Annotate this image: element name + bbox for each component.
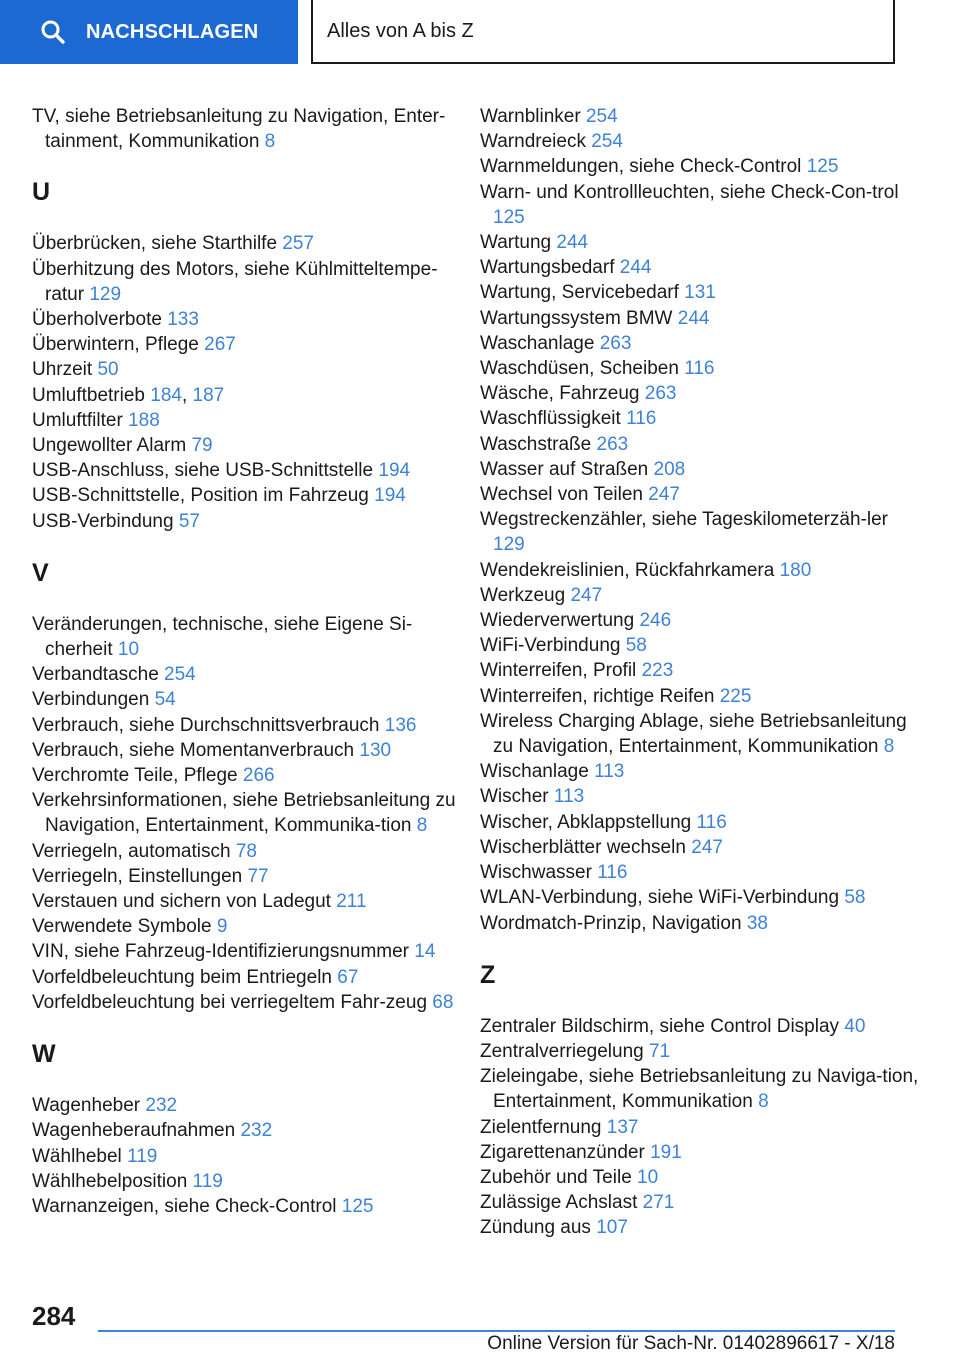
page-link[interactable]: 211 xyxy=(336,891,367,913)
index-entry xyxy=(480,810,920,835)
index-entry-text: USB-Verbindung xyxy=(32,510,174,532)
index-entry-text: Umluftfilter xyxy=(32,409,123,431)
index-entry xyxy=(480,406,920,431)
page-link[interactable]: 10 xyxy=(637,1166,659,1188)
index-entry-text: Wagenheber xyxy=(32,1095,141,1117)
page-link[interactable]: 194 xyxy=(378,460,411,482)
index-entry-text: Zielentfernung xyxy=(480,1116,602,1138)
page-link[interactable]: 71 xyxy=(648,1040,671,1062)
index-entry-text: Überholverbote xyxy=(32,309,162,331)
index-entry-text: Wählhebelposition xyxy=(32,1170,188,1192)
page-link[interactable]: 129 xyxy=(493,534,525,556)
index-entry-text: Überhitzung des Motors, siehe Kühlmitteltempe-ratur xyxy=(32,258,438,305)
index-entry-text: Vorfeldbeleuchtung bei verriegeltem Fahr-zeug xyxy=(32,991,428,1013)
page-link[interactable]: 77 xyxy=(247,865,269,887)
index-entry-text: Waschdüsen, Scheiben xyxy=(480,358,679,380)
page-link[interactable]: 107 xyxy=(596,1217,628,1239)
index-entry xyxy=(32,483,462,508)
index-letter-heading: U xyxy=(32,178,51,207)
index-entry-text: Verkehrsinformationen, siehe Betriebsanleitung zu Navigation, Entertainment, Kommunika-tion xyxy=(32,790,456,837)
page-link[interactable]: 50 xyxy=(97,359,119,381)
index-entry-text: Verriegeln, automatisch xyxy=(32,840,231,862)
index-entry xyxy=(480,558,920,583)
page-link[interactable]: 247 xyxy=(570,584,603,606)
index-entry xyxy=(480,507,920,557)
index-entry xyxy=(32,257,462,307)
page-header xyxy=(0,0,960,66)
page-link[interactable]: 113 xyxy=(594,761,625,783)
index-column-right xyxy=(480,104,920,1241)
page-link[interactable]: 67 xyxy=(337,966,359,988)
section-label: NACHSCHLAGEN xyxy=(86,20,259,43)
index-letter-heading: V xyxy=(32,558,49,587)
page-link[interactable]: 68 xyxy=(432,991,454,1013)
index-entry xyxy=(32,1144,462,1169)
index-entry-text: TV, siehe Betriebsanleitung zu Navigation, Enter-tainment, Kommunikation xyxy=(32,106,446,153)
index-entry-text: Wasser auf Straßen xyxy=(480,458,649,480)
index-entry xyxy=(480,784,920,809)
page-link[interactable]: 254 xyxy=(164,664,196,686)
page-link[interactable]: 58 xyxy=(844,887,866,909)
page-link[interactable]: 133 xyxy=(167,309,199,331)
index-entry xyxy=(480,180,920,230)
index-entry xyxy=(480,306,920,331)
chapter-title-tab xyxy=(311,0,895,64)
index-entry xyxy=(480,1014,920,1039)
index-entry-text: Zigarettenanzünder xyxy=(480,1141,645,1163)
page-number: 284 xyxy=(32,1301,76,1331)
index-entry xyxy=(480,608,920,633)
index-entry xyxy=(480,1039,920,1064)
index-entry xyxy=(32,763,462,788)
index-entry-text: Überbrücken, siehe Starthilfe xyxy=(32,233,278,255)
index-entry xyxy=(32,458,462,483)
index-entry-text: Uhrzeit xyxy=(32,359,93,381)
index-entry-text: Umluftbetrieb xyxy=(32,384,145,406)
index-entry xyxy=(32,509,462,534)
index-entry-text: Warnmeldungen, siehe Check-Control xyxy=(480,156,802,178)
page-link[interactable]: 8 xyxy=(883,736,895,758)
index-entry-text: Verbindungen xyxy=(32,689,150,711)
index-entry-text: Verriegeln, Einstellungen xyxy=(32,865,243,887)
index-entry xyxy=(480,684,920,709)
index-entry xyxy=(32,662,462,687)
index-entry xyxy=(480,1165,920,1190)
page-link[interactable]: 79 xyxy=(191,435,213,457)
search-icon xyxy=(40,19,66,45)
index-entry-text: Zentralverriegelung xyxy=(480,1040,644,1062)
index-entry-text: Zentraler Bildschirm, siehe Control Display xyxy=(480,1015,840,1037)
index-entry xyxy=(32,687,462,712)
page-link[interactable]: 247 xyxy=(691,836,723,858)
index-entry-text: Wordmatch-Prinzip, Navigation xyxy=(480,912,742,934)
index-entry xyxy=(32,433,462,458)
index-entry xyxy=(480,280,920,305)
index-entry-text: Veränderungen, technische, siehe Eigene Si-cherheit xyxy=(32,613,413,661)
page-link[interactable]: 116 xyxy=(684,358,715,380)
page-link[interactable]: 194 xyxy=(374,485,406,507)
index-entry xyxy=(480,154,920,179)
index-entry xyxy=(32,788,462,838)
index-entry-text: Verbandtasche xyxy=(32,664,159,686)
page-link[interactable]: 14 xyxy=(414,941,436,963)
index-entry xyxy=(32,965,462,990)
page-link[interactable]: 254 xyxy=(585,106,618,127)
page-link[interactable]: 125 xyxy=(493,206,525,228)
index-entry xyxy=(32,864,462,889)
page-link[interactable]: 119 xyxy=(192,1170,223,1192)
page-link[interactable]: 267 xyxy=(204,334,236,356)
index-entry-text: Wartungssystem BMW xyxy=(480,307,673,329)
index-entry-text: Warn- und Kontrollleuchten, siehe Check-Con-trol xyxy=(480,181,899,203)
index-entry xyxy=(480,885,920,910)
index-entry xyxy=(480,356,920,381)
index-entry-text: Wischwasser xyxy=(480,862,592,884)
index-entry xyxy=(32,889,462,914)
index-entry-text: Wegstreckenzähler, siehe Tageskilometerzäh-ler xyxy=(480,509,888,531)
page-link[interactable]: 232 xyxy=(145,1095,178,1117)
page-link[interactable]: 54 xyxy=(154,689,176,711)
page-link[interactable]: 8 xyxy=(416,815,428,837)
index-entry xyxy=(32,839,462,864)
index-entry xyxy=(32,1093,462,1118)
index-letter-heading: Z xyxy=(480,960,496,989)
index-entry xyxy=(480,759,920,784)
index-entry xyxy=(480,1215,920,1240)
page-link[interactable]: 129 xyxy=(89,283,122,305)
page-link[interactable]: 244 xyxy=(556,232,589,254)
page-link[interactable]: 119 xyxy=(127,1145,158,1167)
section-tab[interactable] xyxy=(0,0,298,64)
index-entry-text: Wiederverwertung xyxy=(480,610,635,632)
index-entry-text: Wagenheberaufnahmen xyxy=(32,1120,236,1142)
index-entry-text: Wischer, Abklappstellung xyxy=(480,811,692,833)
page-link[interactable]: 136 xyxy=(384,714,417,736)
index-entry xyxy=(32,1194,462,1219)
index-entry-text: Wireless Charging Ablage, siehe Betriebsanleitung zu Navigation, Entertainment, Kommunikation xyxy=(480,710,907,758)
page-link[interactable]: 184 xyxy=(150,384,182,406)
page-link[interactable]: 137 xyxy=(606,1116,639,1138)
index-entry xyxy=(32,231,462,256)
index-entry-text: Wischerblätter wechseln xyxy=(480,836,686,858)
index-entry-text: Waschanlage xyxy=(480,332,595,354)
page-link[interactable]: 116 xyxy=(597,862,628,884)
page-link[interactable]: 113 xyxy=(553,786,585,808)
index-entry-text: Wartung, Servicebedarf xyxy=(480,282,679,304)
page-link[interactable]: 257 xyxy=(282,233,314,255)
page-link[interactable]: 263 xyxy=(596,433,629,455)
index-entry xyxy=(480,860,920,885)
index-entry xyxy=(32,357,462,382)
page-link[interactable]: 8 xyxy=(758,1091,769,1113)
index-entry-text: Warnanzeigen, siehe Check-Control xyxy=(32,1195,337,1217)
index-entry-text: Überwintern, Pflege xyxy=(32,334,199,356)
index-entry-text: Verbrauch, siehe Durchschnittsverbrauch xyxy=(32,714,380,736)
index-entry-text: Verchromte Teile, Pflege xyxy=(32,765,238,787)
index-entry xyxy=(480,583,920,608)
index-entry-text: Ungewollter Alarm xyxy=(32,435,187,457)
index-entry xyxy=(480,129,920,154)
page-link[interactable]: 263 xyxy=(599,332,632,354)
index-entry-text: Zubehör und Teile xyxy=(480,1166,632,1188)
index-entry xyxy=(480,1140,920,1165)
index-letter-heading: W xyxy=(32,1040,56,1069)
index-entry xyxy=(480,230,920,255)
index-entry xyxy=(480,381,920,406)
page-link[interactable]: 254 xyxy=(591,131,623,153)
index-entry xyxy=(32,713,462,738)
index-entry-text: Wartung xyxy=(480,232,552,254)
page-link[interactable]: 225 xyxy=(719,685,752,707)
page-link[interactable]: 58 xyxy=(625,635,647,657)
page-link[interactable]: 223 xyxy=(641,660,674,682)
page-link[interactable]: 125 xyxy=(806,156,839,178)
index-entry-text: Zündung aus xyxy=(480,1217,591,1239)
index-entry-text: Verbrauch, siehe Momentanverbrauch xyxy=(32,739,355,761)
index-entry-text: Winterreifen, Profil xyxy=(480,660,637,682)
page-link[interactable]: 208 xyxy=(653,458,686,480)
index-entry-text: Zulässige Achslast xyxy=(480,1192,638,1214)
index-entry xyxy=(32,104,462,154)
page-link[interactable]: 247 xyxy=(648,484,680,506)
index-entry xyxy=(32,738,462,763)
page-link[interactable]: 246 xyxy=(639,610,672,632)
page-link[interactable]: 131 xyxy=(684,282,716,304)
page-link[interactable]: 187 xyxy=(192,384,225,406)
page-link[interactable]: 116 xyxy=(626,408,657,430)
index-entry-text: WLAN-Verbindung, siehe WiFi-Verbindung xyxy=(480,887,840,909)
index-entry xyxy=(32,914,462,939)
page-link[interactable]: 266 xyxy=(242,765,275,787)
page-link[interactable]: 10 xyxy=(117,639,140,661)
index-entry-text: Warndreieck xyxy=(480,131,586,153)
index-entry xyxy=(480,633,920,658)
index-entry xyxy=(480,1190,920,1215)
index-entry-text: Verwendete Symbole xyxy=(32,916,212,938)
page-link[interactable]: 125 xyxy=(341,1195,374,1217)
index-entry xyxy=(32,383,462,408)
index-entry xyxy=(32,990,462,1015)
page-link[interactable]: 40 xyxy=(844,1015,866,1037)
index-column-left xyxy=(32,104,462,1219)
index-entry-text: Wechsel von Teilen xyxy=(480,484,644,506)
index-entry xyxy=(32,408,462,433)
index-entry xyxy=(480,432,920,457)
page-link[interactable]: 57 xyxy=(178,510,200,532)
page-link[interactable]: 116 xyxy=(696,811,727,833)
page-link[interactable]: 263 xyxy=(644,383,677,405)
index-entry-text: Wischer xyxy=(480,786,549,808)
index-entry-text: Werkzeug xyxy=(480,584,566,606)
index-entry xyxy=(480,835,920,860)
index-entry xyxy=(32,612,462,662)
chapter-title: Alles von A bis Z xyxy=(327,19,474,42)
index-entry xyxy=(480,255,920,280)
index-entry-text: Wischanlage xyxy=(480,761,589,783)
index-entry-text: Vorfeldbeleuchtung beim Entriegeln xyxy=(32,966,332,988)
page-link[interactable]: 188 xyxy=(128,409,160,431)
index-entry xyxy=(480,911,920,936)
page-link[interactable]: 244 xyxy=(619,257,652,279)
page-link[interactable]: 232 xyxy=(240,1120,273,1142)
index-entry xyxy=(32,939,462,964)
index-entry-text: USB-Anschluss, siehe USB-Schnittstelle xyxy=(32,460,374,482)
index-entry xyxy=(480,331,920,356)
index-entry-text: Warnblinker xyxy=(480,106,581,127)
index-entry xyxy=(480,457,920,482)
index-entry-text: Waschstraße xyxy=(480,433,592,455)
index-entry xyxy=(32,332,462,357)
index-entry xyxy=(32,307,462,332)
page-link[interactable]: 191 xyxy=(650,1141,682,1163)
index-entry-text: Zieleingabe, siehe Betriebsanleitung zu Naviga-tion, Entertainment, Kommunikation xyxy=(480,1066,919,1113)
online-version-note: Online Version für Sach-Nr. 01402896617 - X/18 xyxy=(487,1333,895,1354)
index-entry xyxy=(480,104,920,129)
index-entry xyxy=(32,1118,462,1143)
index-entry xyxy=(480,482,920,507)
footer-divider xyxy=(98,1330,895,1332)
page-link[interactable]: 130 xyxy=(359,739,392,761)
index-entry-text: Verstauen und sichern von Ladegut xyxy=(32,891,331,913)
index-entry xyxy=(480,709,920,759)
index-entry xyxy=(32,1169,462,1194)
index-entry-text: Wendekreislinien, Rückfahrkamera xyxy=(480,559,775,581)
page-link[interactable]: 9 xyxy=(216,916,228,938)
index-entry-text: Wählhebel xyxy=(32,1145,122,1167)
page-separator: , xyxy=(181,384,188,406)
index-entry xyxy=(480,1064,920,1114)
index-entry-text: USB-Schnittstelle, Position im Fahrzeug xyxy=(32,485,369,507)
index-entry-text: Waschflüssigkeit xyxy=(480,408,621,430)
index-entry xyxy=(480,1115,920,1140)
index-entry-text: Wartungsbedarf xyxy=(480,257,615,279)
index-entry-text: Winterreifen, richtige Reifen xyxy=(480,685,715,707)
index-entry-text: WiFi-Verbindung xyxy=(480,635,621,657)
index-entry-text: VIN, siehe Fahrzeug-Identifizierungsnummer xyxy=(32,941,410,963)
page-link[interactable]: 38 xyxy=(746,912,768,934)
page-link[interactable]: 180 xyxy=(779,559,812,581)
page-link[interactable]: 78 xyxy=(235,840,257,862)
page-link[interactable]: 8 xyxy=(264,131,276,153)
index-entry-text: Wäsche, Fahrzeug xyxy=(480,383,640,405)
page-link[interactable]: 271 xyxy=(642,1192,675,1214)
index-entry xyxy=(480,658,920,683)
page-link[interactable]: 244 xyxy=(677,307,710,329)
